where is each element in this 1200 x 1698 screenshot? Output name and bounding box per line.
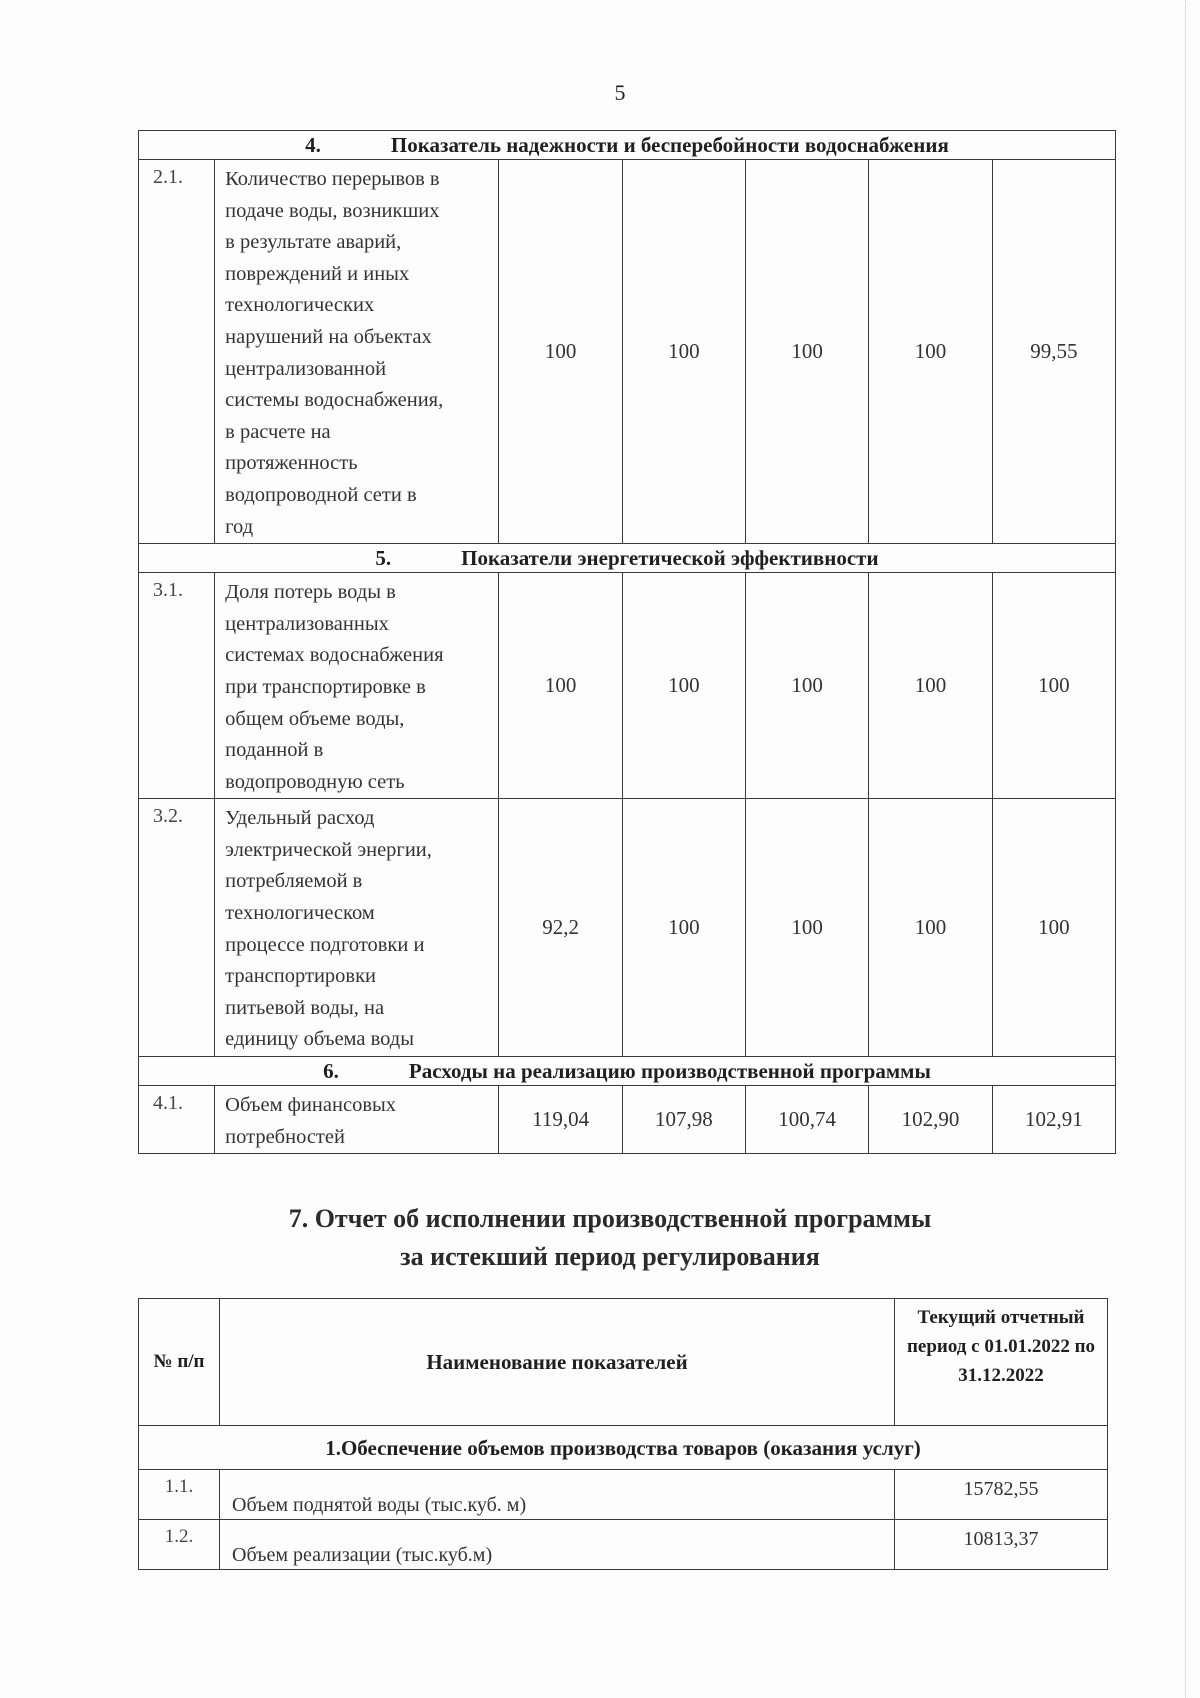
description-line: питьевой воды, на [225,996,385,1019]
indicator-value: 100 [992,799,1115,1057]
heading-line-2: за истекший период регулирования [400,1242,820,1271]
description-line: при транспортировке в [225,675,426,698]
indicator-value: 107,98 [622,1086,745,1154]
report-row-name: Объем поднятой воды (тыс.куб. м) [220,1470,895,1520]
indicator-description [215,799,499,1057]
description-line: Количество перерывов в [225,168,440,190]
section-number: 4. [305,133,321,157]
description-line: подаче воды, возникших [225,199,440,222]
description-line: Объем финансовых [225,1094,397,1117]
header-period: Текущий отчетный период с 01.01.2022 по 31.12.2022 [895,1299,1108,1426]
indicator-value: 100,74 [746,1086,869,1154]
row-index: 4.1. [139,1086,215,1154]
row-index: 3.1. [139,573,215,799]
section-7-heading [180,1200,1040,1276]
description-line: в расчете на [225,420,331,443]
description-line: технологических [225,294,375,317]
indicator-value: 102,90 [869,1086,992,1154]
indicator-description [215,160,499,544]
report-section-title: 1.Обеспечение объемов производства товаров (оказания услуг) [139,1426,1108,1470]
description-line: повреждений и иных [225,262,410,285]
indicator-value: 100 [869,160,992,544]
description-line: системы водоснабжения, [225,389,444,412]
indicator-value: 102,91 [992,1086,1115,1154]
description-line: Удельный расход [225,807,375,830]
description-line: нарушений на объектах [225,325,432,348]
section-header-row [139,544,1116,573]
indicator-value: 100 [746,573,869,799]
description-line: процессе подготовки и [225,933,425,956]
description-line: год [225,515,254,538]
description-line: потребляемой в [225,870,363,893]
indicator-value: 100 [992,573,1115,799]
page-number: 5 [614,80,626,105]
heading-line-1: 7. Отчет об исполнении производственной программы [288,1204,932,1233]
description-line: централизованных [225,612,389,635]
report-row-value: 15782,55 [895,1470,1108,1520]
section-header [139,1057,1116,1086]
indicator-value: 100 [622,573,745,799]
section-title: Показатель надежности и бесперебойности водоснабжения [390,133,949,157]
indicator-value: 100 [746,160,869,544]
indicator-row [139,799,1116,1057]
report-table [138,1298,1108,1570]
header-num: № п/п [139,1299,220,1426]
section-number: 5. [375,546,392,571]
indicator-value: 100 [746,799,869,1057]
indicator-row [139,160,1116,544]
report-table-header [139,1299,1108,1426]
report-section-row [139,1426,1108,1470]
report-row [139,1520,1108,1570]
indicator-value: 100 [869,573,992,799]
description-line: технологическом [225,902,375,925]
header-name: Наименование показателей [220,1299,895,1426]
section-header-row [139,1057,1116,1086]
description-line: потребностей [225,1125,345,1148]
page-edge [1185,0,1186,1698]
report-row-index: 1.2. [139,1520,220,1570]
report-row [139,1470,1108,1520]
description-line: транспортировки [225,965,377,988]
description-line: электрической энергии, [225,838,432,861]
section-number: 6. [323,1059,339,1084]
indicator-description [215,573,499,799]
indicator-row [139,573,1116,799]
section-header-row [139,131,1116,160]
row-index: 3.2. [139,799,215,1057]
description-line: водопроводную сеть [225,770,405,793]
indicator-value: 100 [622,160,745,544]
indicator-value: 92,2 [499,799,622,1057]
description-line: общем объеме воды, [225,707,405,730]
report-row-index: 1.1. [139,1470,220,1520]
indicators-table [138,130,1116,1154]
indicator-value: 100 [499,573,622,799]
description-line: в результате аварий, [225,231,402,254]
indicator-value: 100 [499,160,622,544]
description-line: поданной в [225,739,324,762]
description-line: централизованной [225,357,387,380]
section-title: Расходы на реализацию производственной программы [408,1059,931,1084]
indicator-description [215,1086,499,1154]
indicator-value: 100 [869,799,992,1057]
row-index: 2.1. [139,160,215,544]
description-line: системах водоснабжения [225,644,444,667]
indicator-row [139,1086,1116,1154]
description-line: водопроводной сети в [225,483,417,506]
description-line: единицу объема воды [225,1028,415,1051]
section-title: Показатели энергетической эффективности [461,546,879,571]
section-header [139,544,1116,573]
indicator-value: 99,55 [992,160,1115,544]
description-line: протяженность [225,452,358,475]
report-row-name: Объем реализации (тыс.куб.м) [220,1520,895,1570]
indicator-value: 100 [622,799,745,1057]
report-row-value: 10813,37 [895,1520,1108,1570]
description-line: Доля потерь воды в [225,581,396,604]
indicator-value: 119,04 [499,1086,622,1154]
section-header [139,131,1116,160]
